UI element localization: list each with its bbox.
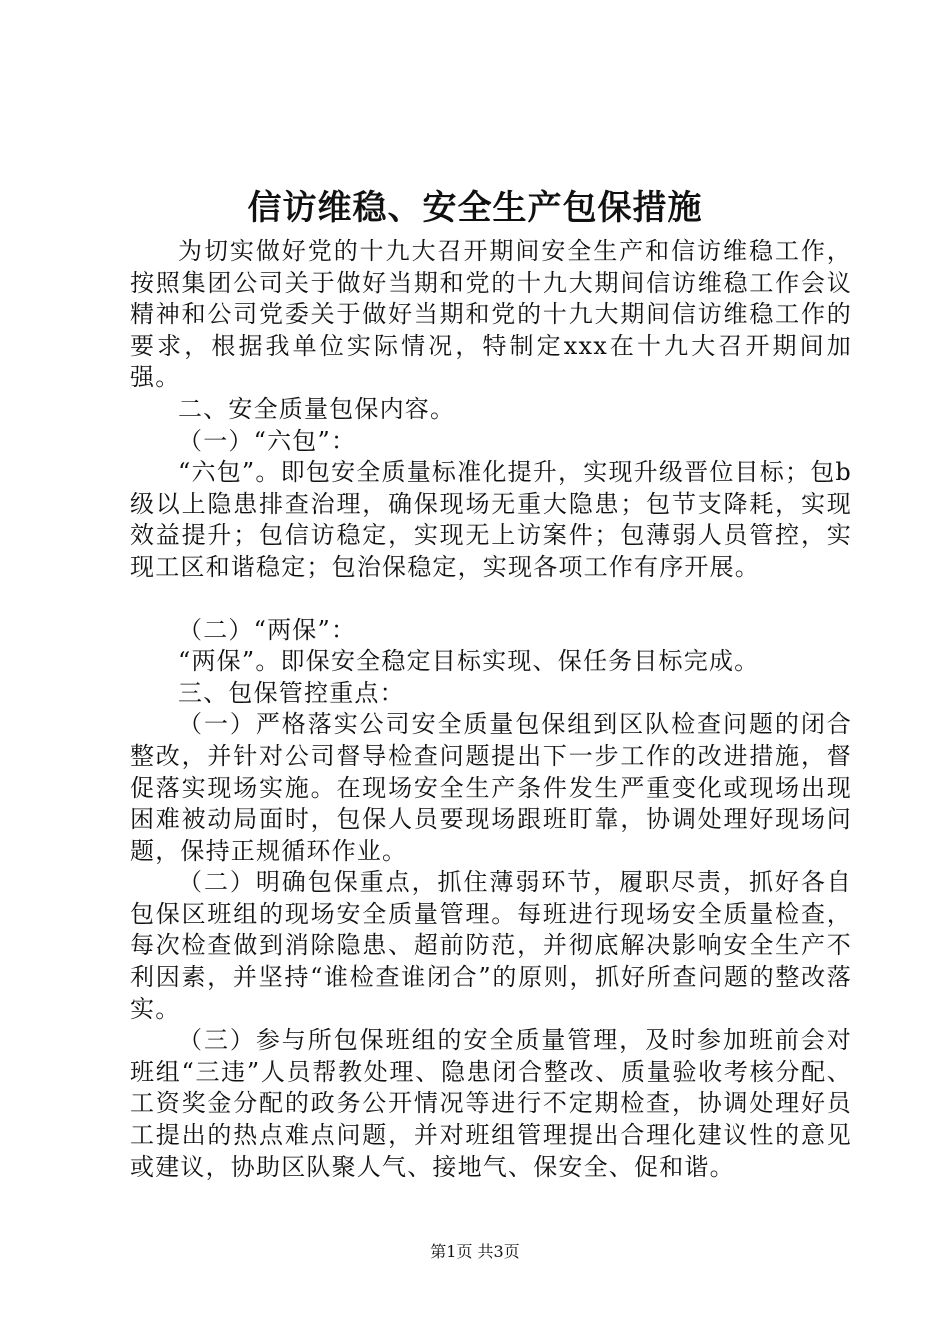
section-heading-3: 三、包保管控重点： (178, 678, 405, 707)
subheading-two-bao: （二）“两保”： (178, 615, 357, 644)
document-body (130, 236, 852, 1183)
page-number-footer: 第1页 共3页 (430, 1242, 520, 1261)
control-point-1: （一）严格落实公司安全质量包保组到区队检查问题的闭合整改，并针对公司督导检查问题提出下一步工作的改进措施，督促落实现场实施。在现场安全生产条件发生严重变化或现场出现困难被动局面时，包保人员要现场跟班盯靠，协调处理好现场问题，保持正规循环作业。 (130, 710, 852, 865)
six-bao-paragraph: “六包”。即包安全质量标准化提升，实现升级晋位目标；包b级以上隐患排查治理，确保现场无重大隐患；包节支降耗，实现效益提升；包信访稳定，实现无上访案件；包薄弱人员管控，实现工区和谐稳定；包治保稳定，实现各项工作有序开展。 (130, 458, 852, 581)
subheading-six-bao: （一）“六包”： (178, 426, 357, 455)
control-point-2: （二）明确包保重点，抓住薄弱环节，履职尽责，抓好各自包保区班组的现场安全质量管理。每班进行现场安全质量检查，每次检查做到消除隐患、超前防范，并彻底解决影响安全生产不利因素，并坚持“谁检查谁闭合”的原则，抓好所查问题的整改落实。 (130, 868, 852, 1023)
section-heading-2: 二、安全质量包保内容。 (178, 394, 456, 423)
document-title: 信访维稳、安全生产包保措施 (247, 188, 703, 228)
intro-paragraph: 为切实做好党的十九大召开期间安全生产和信访维稳工作，按照集团公司关于做好当期和党的十九大期间信访维稳工作会议精神和公司党委关于做好当期和党的十九大期间信访维稳工作的要求，根据我单位实际情况，特制定xxx在十九大召开期间加强。 (130, 237, 852, 392)
two-bao-paragraph: “两保”。即保安全稳定目标实现、保任务目标完成。 (178, 647, 760, 676)
control-point-3: （三）参与所包保班组的安全质量管理，及时参加班前会对班组“三违”人员帮教处理、隐患闭合整改、质量验收考核分配、工资奖金分配的政务公开情况等进行不定期检查，协调处理好员工提出的热点难点问题，并对班组管理提出合理化建议性的意见或建议，协助区队聚人气、接地气、保安全、促和谐。 (130, 1026, 852, 1181)
